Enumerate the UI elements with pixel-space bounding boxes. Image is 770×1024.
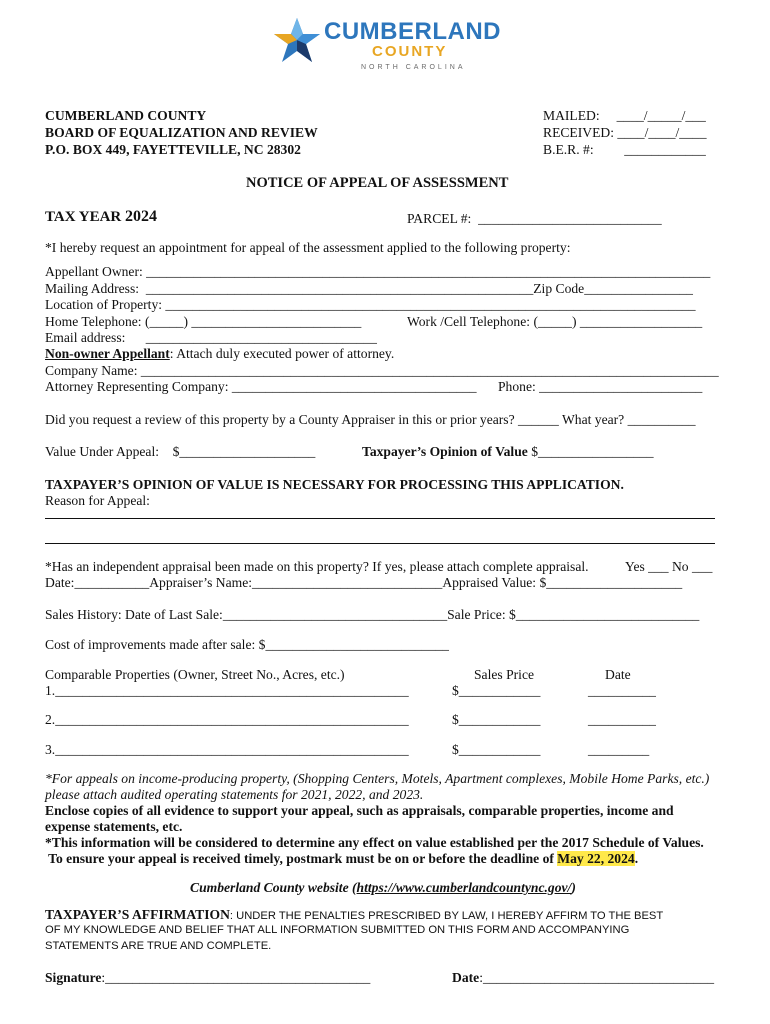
location-field[interactable]: Location of Property: ______________________________________________________________________________ (45, 297, 696, 312)
mailing-address-field[interactable]: Mailing Address: _________________________________________________________Zip Code________________ (45, 281, 693, 296)
ber-field[interactable]: B.E.R. #: ____________ (543, 142, 706, 157)
appraisal-question: *Has an independent appraisal been made on this property? If yes, please attach complete appraisal. (45, 559, 589, 574)
signature-label: Signature (45, 970, 102, 985)
income-note-line2: please attach audited operating statements for 2021, 2022, and 2023. (45, 787, 424, 802)
affirmation-label: TAXPAYER’S AFFIRMATION (45, 907, 230, 922)
comparable-row-line[interactable]: 1.____________________________________________________ (45, 683, 409, 698)
comparable-row-price[interactable]: $____________ (452, 742, 541, 757)
deadline-prefix: To ensure your appeal is received timely, postmark must be on or before the deadline of (45, 851, 558, 866)
deadline-suffix: . (634, 851, 639, 866)
signature-blank[interactable]: :_______________________________________ (101, 970, 371, 985)
website-suffix: ) (571, 880, 576, 895)
org-name: CUMBERLAND COUNTY (45, 108, 207, 123)
deadline-date: May 22, 2024 (557, 851, 635, 866)
comparable-row-price[interactable]: $____________ (452, 712, 541, 727)
comparable-row-line[interactable]: 2.____________________________________________________ (45, 712, 409, 727)
affirmation-line1 (45, 907, 663, 923)
improvements-field[interactable]: Cost of improvements made after sale: $___________________________ (45, 637, 449, 652)
comparables-header: Comparable Properties (Owner, Street No., Acres, etc.) (45, 667, 345, 682)
date-blank[interactable]: :__________________________________ (479, 970, 715, 985)
review-question[interactable]: Did you request a review of this property by a County Appraiser in this or prior years? ______ What year? __________ (45, 412, 696, 427)
company-name-field[interactable]: Company Name: _____________________________________________________________________________________ (45, 363, 719, 378)
non-owner-text: : Attach duly executed power of attorney. (169, 346, 395, 361)
taxpayer-opinion-field[interactable] (362, 444, 654, 460)
comparable-row-line[interactable]: 3.____________________________________________________ (45, 742, 409, 757)
website-link[interactable]: https://www.cumberlandcountync.gov/ (356, 880, 572, 895)
county-logo (272, 12, 512, 76)
email-field[interactable]: Email address: __________________________________ (45, 330, 377, 345)
affirmation-text-1: : UNDER THE PENALTIES PRESCRIBED BY LAW, I HEREBY AFFIRM TO THE BEST (229, 910, 664, 922)
comparable-row-price[interactable]: $____________ (452, 683, 541, 698)
website-prefix: Cumberland County website ( (190, 880, 357, 895)
appraisal-details-field[interactable]: Date:___________Appraiser’s Name:____________________________Appraised Value: $____________________ (45, 575, 683, 590)
logo-text-cumberland: CUMBERLAND (324, 18, 501, 45)
comparable-row-date[interactable]: _________ (588, 742, 650, 757)
org-address: P.O. BOX 449, FAYETTEVILLE, NC 28302 (45, 142, 301, 157)
comparable-row-date[interactable]: __________ (588, 683, 656, 698)
website-line (190, 880, 576, 896)
reason-line-2[interactable] (45, 543, 715, 544)
tax-year (45, 208, 157, 226)
sales-history-field[interactable]: Sales History: Date of Last Sale:_________________________________Sale Price: $___________________________ (45, 607, 700, 622)
sales-price-header: Sales Price (474, 667, 535, 682)
parcel-field[interactable]: PARCEL #: ___________________________ (407, 211, 662, 226)
date-label: Date (452, 970, 480, 985)
non-owner-label: Non-owner Appellant (45, 346, 170, 361)
received-field[interactable]: RECEIVED: ____/____/____ (543, 125, 707, 140)
attorney-phone-field[interactable]: Phone: ________________________ (498, 379, 703, 394)
logo-text-state: NORTH CAROLINA (361, 64, 466, 71)
affirmation-line3: STATEMENTS ARE TRUE AND COMPLETE. (45, 940, 272, 952)
taxpayer-opinion-label: Taxpayer’s Opinion of Value (362, 444, 528, 459)
value-under-appeal-field[interactable]: Value Under Appeal: $____________________ (45, 444, 316, 459)
taxpayer-opinion-blank[interactable]: $_________________ (531, 444, 654, 459)
attorney-field[interactable]: Attorney Representing Company: ____________________________________ (45, 379, 477, 394)
enclose-note-line2: expense statements, etc. (45, 819, 183, 834)
date-header: Date (605, 667, 631, 682)
deadline-note (45, 851, 638, 867)
star-logo-icon (272, 16, 322, 66)
affirmation-line2: OF MY KNOWLEDGE AND BELIEF THAT ALL INFORMATION SUBMITTED ON THIS FORM AND ACCOMPANYING (45, 924, 630, 936)
reason-label: Reason for Appeal: (45, 493, 150, 508)
tax-year-value: 2024 (125, 208, 158, 225)
necessary-notice: TAXPAYER’S OPINION OF VALUE IS NECESSARY FOR PROCESSING THIS APPLICATION. (45, 477, 624, 492)
home-phone-field[interactable]: Home Telephone: (_____) _________________________ (45, 314, 362, 329)
page-title: NOTICE OF APPEAL OF ASSESSMENT (246, 175, 509, 191)
enclose-note-line1: Enclose copies of all evidence to support your appeal, such as appraisals, comparable properties, income and (45, 803, 674, 818)
logo-text-county: COUNTY (372, 43, 448, 60)
income-note-line1: *For appeals on income-producing property, (Shopping Centers, Motels, Apartment complexes, Mobile Home Parks, etc.) (45, 771, 710, 786)
reason-line-1[interactable] (45, 518, 715, 519)
org-board: BOARD OF EQUALIZATION AND REVIEW (45, 125, 318, 140)
yes-no-field[interactable]: Yes ___ No ___ (625, 559, 713, 574)
request-text: *I hereby request an appointment for appeal of the assessment applied to the following property: (45, 240, 571, 255)
tax-year-label: TAX YEAR (45, 209, 122, 225)
schedule-note: *This information will be considered to determine any effect on value established per the 2017 Schedule of Values. (45, 835, 704, 850)
appellant-owner-field[interactable]: Appellant Owner: ___________________________________________________________________________________ (45, 264, 711, 279)
date-field[interactable] (452, 970, 714, 986)
comparable-row-date[interactable]: __________ (588, 712, 656, 727)
non-owner-note (45, 346, 394, 362)
mailed-field[interactable]: MAILED: ____/_____/___ (543, 108, 706, 123)
work-phone-field[interactable]: Work /Cell Telephone: (_____) __________________ (407, 314, 703, 329)
signature-field[interactable] (45, 970, 370, 986)
